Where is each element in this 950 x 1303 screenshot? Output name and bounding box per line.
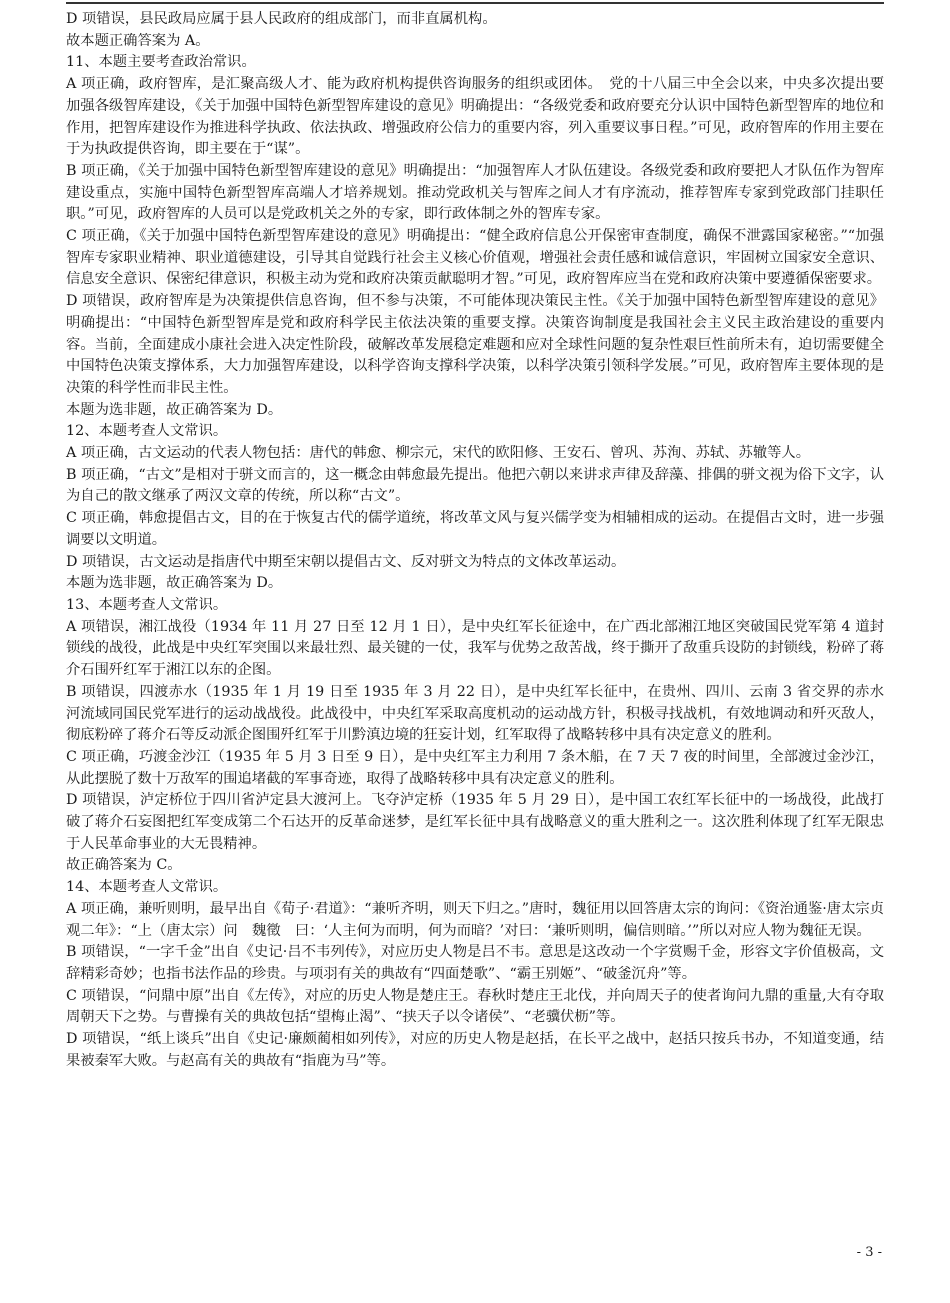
- question-heading: 14、本题考查人文常识。: [66, 879, 228, 896]
- paragraph: 故正确答案为 C。: [66, 857, 182, 874]
- question-heading: 11、本题主要考查政治常识。: [66, 54, 256, 71]
- paragraph: B 项正确，“古文”是相对于骈文而言的，这一概念由韩愈最先提出。他把六朝以来讲求声律及辞藻、排偶的骈文视为俗下文字，认为自己的散文继承了两汉文章的传统，所以称“古文”。: [66, 466, 884, 505]
- question-heading: 12、本题考查人文常识。: [66, 423, 228, 440]
- paragraph: D 项错误，县民政局应属于县人民政府的组成部门，而非直属机构。: [66, 11, 497, 27]
- paragraph: B 项错误，四渡赤水（1935 年 1 月 19 日至 1935 年 3 月 22 日），是中央红军长征中，在贵州、四川、云南 3 省交界的赤水河流域同国民党军进行的运动战战役。此战役中，中央红军采取高度机动的运动战方针，积极寻找战机，有效地调动和歼灭敌人，彻底粉碎了蒋介石等反动派企图围歼红军于川黔滇边境的狂妄计划，红军取得了战略转移中具有决定意义的胜利。: [66, 683, 884, 744]
- paragraph: D 项错误，政府智库是为决策提供信息咨询，但不参与决策，不可能体现决策民主性。《关于加强中国特色新型智库建设的意见》明确提出：“中国特色新型智库是党和政府科学民主依法决策的重要支撑。决策咨询制度是我国社会主义民主政治建设的重要内容。当前，全面建成小康社会进入决定性阶段，破解改革发展稳定难题和应对全球性问题的复杂性艰巨性前所未有，迫切需要健全中国特色决策支撑体系，大力加强智库建设，以科学咨询支撑科学决策，以科学决策引领科学发展。”可见，政府智库主要体现的是决策的科学性而非民主性。: [66, 293, 884, 396]
- paragraph: 本题为选非题，故正确答案为 D。: [66, 575, 283, 592]
- document-body: [66, 9, 884, 1072]
- paragraph: 本题为选非题，故正确答案为 D。: [66, 401, 283, 418]
- paragraph: C 项正确，巧渡金沙江（1935 年 5 月 3 日至 9 日），是中央红军主力利用 7 条木船，在 7 天 7 夜的时间里，全部渡过金沙江，从此摆脱了数十万敌军的围追堵截的军事奇迹，取得了战略转移中具有决定意义的胜利。: [66, 748, 884, 787]
- paragraph: B 项正确，《关于加强中国特色新型智库建设的意见》明确提出：“加强智库人才队伍建设。各级党委和政府要把人才队伍作为智库建设重点，实施中国特色新型智库高端人才培养规划。推动党政机关与智库之间人才有序流动，推荐智库专家到党政部门挂职任职。”可见，政府智库的人员可以是党政机关之外的专家，即行政体制之外的智库专家。: [66, 162, 884, 223]
- top-rule: [66, 2, 884, 4]
- paragraph: C 项正确，《关于加强中国特色新型智库建设的意见》明确提出：“健全政府信息公开保密审查制度，确保不泄露国家秘密。”“加强智库专家职业精神、职业道德建设，引导其自觉践行社会主义核心价值观，增强社会责任感和诚信意识，牢固树立国家安全意识、信息安全意识、保密纪律意识，积极主动为党和政府决策贡献聪明才智。”可见，政府智库应当在党和政府决策中要遵循保密要求。: [66, 228, 884, 288]
- paragraph: 故本题正确答案为 A。: [66, 32, 210, 49]
- paragraph: A 项错误，湘江战役（1934 年 11 月 27 日至 12 月 1 日），是中央红军长征途中，在广西北部湘江地区突破国民党军第 4 道封锁线的战役，此战是中央红军突围以来最壮烈、最关键的一仗，我军与优势之敌苦战，终于撕开了敌重兵设防的封锁线，粉碎了蒋介石围歼红军于湘江以东的企图。: [66, 618, 884, 679]
- paragraph: C 项正确，韩愈提倡古文，目的在于恢复古代的儒学道统，将改革文风与复兴儒学变为相辅相成的运动。在提倡古文时，进一步强调要以文明道。: [66, 510, 884, 548]
- paragraph: D 项错误，泸定桥位于四川省泸定县大渡河上。飞夺泸定桥（1935 年 5 月 29 日），是中国工农红军长征中的一场战役，此战打破了蒋介石妄图把红军变成第二个石达开的反革命迷梦，是红军长征中具有战略意义的重大胜利之一。这次胜利体现了红军无限忠于人民革命事业的大无畏精神。: [66, 792, 884, 852]
- paragraph: A 项正确，兼听则明，最早出自《荀子·君道》：“兼听齐明，则天下归之。”唐时，魏征用以回答唐太宗的询问：《资治通鉴·唐太宗贞观二年》：“上（唐太宗）问 魏徵 曰：‘人主何为而明，何为而暗？’对曰：‘兼听则明，偏信则暗。’”所以对应人物为魏征无误。: [66, 900, 884, 939]
- paragraph: D 项错误，古文运动是指唐代中期至宋朝以提倡古文、反对骈文为特点的文体改革运动。: [66, 553, 626, 570]
- paragraph: D 项错误，“纸上谈兵”出自《史记·廉颇蔺相如列传》，对应的历史人物是赵括，在长平之战中，赵括只按兵书办，不知道变通，结果被秦军大败。与赵高有关的典故有“指鹿为马”等。: [66, 1031, 884, 1069]
- paragraph: A 项正确，古文运动的代表人物包括：唐代的韩愈、柳宗元，宋代的欧阳修、王安石、曾巩、苏洵、苏轼、苏辙等人。: [66, 445, 811, 462]
- paragraph: C 项错误，“问鼎中原”出自《左传》，对应的历史人物是楚庄王。春秋时楚庄王北伐，并向周天子的使者询问九鼎的重量,大有夺取周朝天下之势。与曹操有关的典故包括“望梅止渴”、“挟天子以令诸侯”、“老骥伏枥”等。: [66, 987, 884, 1026]
- page-number: - 3 -: [856, 1245, 882, 1260]
- question-heading: 13、本题考查人文常识。: [66, 596, 228, 613]
- paragraph: A 项正确，政府智库，是汇聚高级人才、能为政府机构提供咨询服务的组织或团体。 党的十八届三中全会以来，中央多次提出要加强各级智库建设，《关于加强中国特色新型智库建设的意见》明确提出：“各级党委和政府要充分认识中国特色新型智库的地位和作用，把智库建设作为推进科学执政、依法执政、增强政府公信力的重要内容，列入重要议事日程。”可见，政府智库的作用主要在于为执政提供咨询，即主要在于“谋”。: [66, 76, 884, 158]
- paragraph: B 项错误，“一字千金”出自《史记·吕不韦列传》，对应历史人物是吕不韦。意思是这改动一个字赏赐千金，形容文字价值极高，文辞精彩奇妙；也指书法作品的珍贵。与项羽有关的典故有“四面楚歌”、“霸王别姬”、“破釜沉舟”等。: [66, 944, 884, 982]
